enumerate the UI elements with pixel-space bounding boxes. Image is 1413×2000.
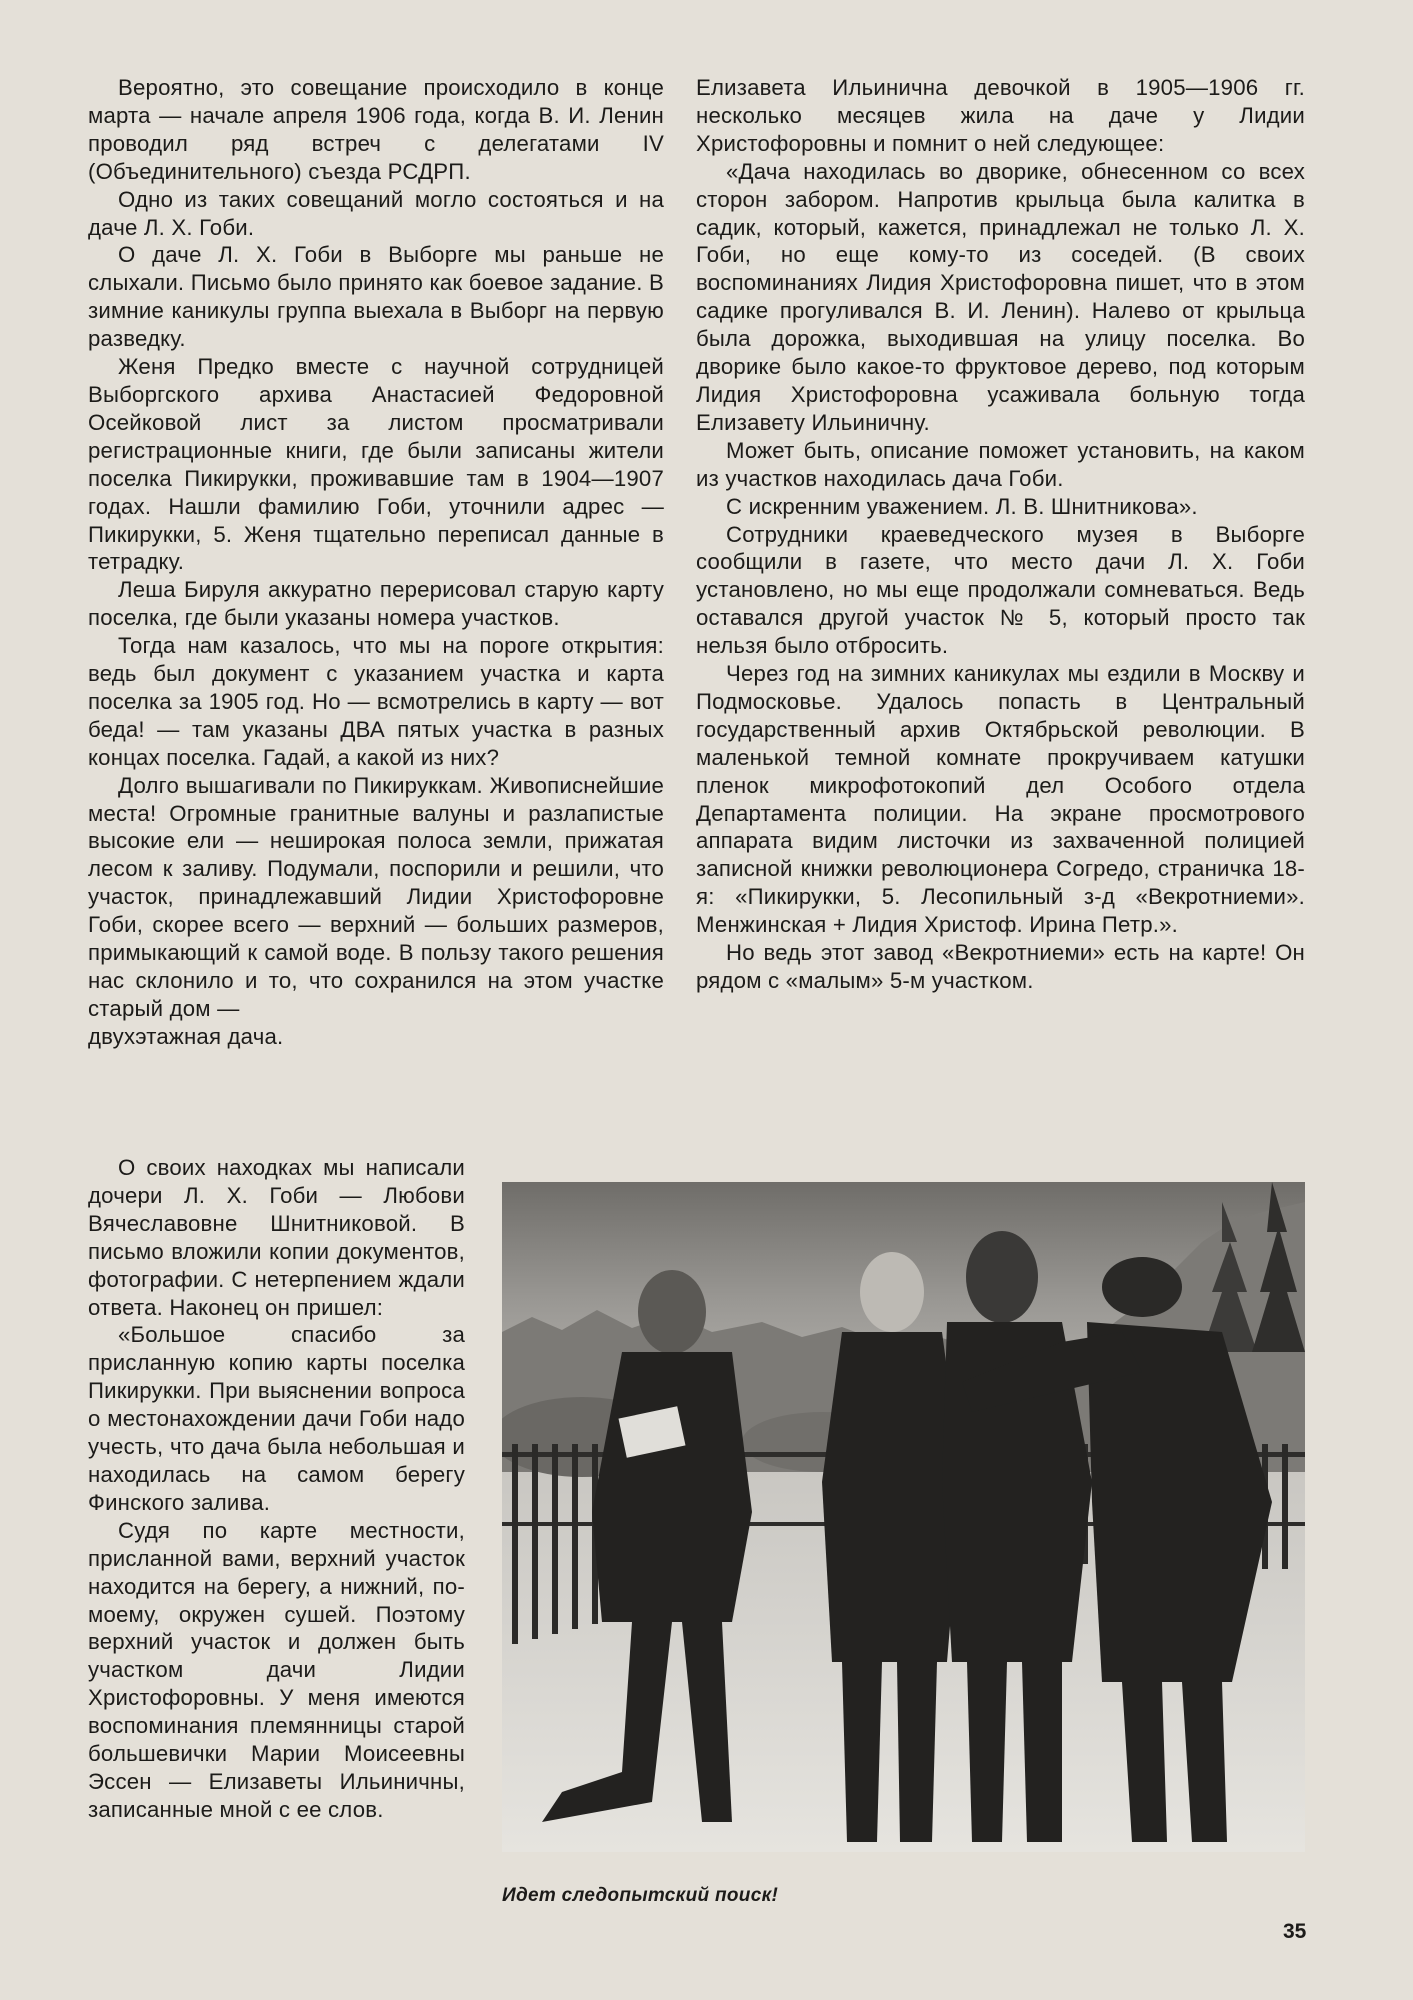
paragraph: Тогда нам казалось, что мы на пороге открытия: ведь был документ с указанием участка и карта поселка за 1905 год. Но — всмотрелись в карту — вот беда! — там указаны ДВА пятых участка в разных концах поселка. Гадай, а какой из них?: [88, 633, 664, 770]
paragraph: Судя по карте местности, присланной вами, верхний участок находится на берегу, а нижний, по-моему, окружен сушей. Поэтому верхний участок и должен быть участком дачи Лидии Христофоровны. У меня имеются воспоминания племянницы старой большевички Марии Моисеевны Эссен — Елизаветы Ильиничны, записанные мной с ее слов.: [88, 1517, 465, 1822]
paragraph: Одно из таких совещаний могло состояться и на даче Л. Х. Гоби.: [88, 186, 664, 240]
right-column: [696, 74, 1305, 995]
paragraph: Через год на зимних каникулах мы ездили в Москву и Подмосковье. Удалось попасть в Центральный государственный архив Октябрьской революции. В маленькой темной комнате прокручиваем катушки пленок микрофотокопий дел Особого отдела Департамента полиции. На экране просмотрового аппарата видим листочки из захваченной полицией записной книжки революционера Согредо, страничка 18-я: «Пикирукки, 5. Лесопильный з-д «Векротниеми». Менжинская + Лидия Христоф. Ирина Петр.».: [696, 661, 1305, 938]
paragraph: Долго вышагивали по Пикируккам. Живописнейшие места! Огромные гранитные валуны и разлапистые высокие ели — неширокая полоса земли, прижатая лесом к заливу. Подумали, поспорили и решили, что участок, принадлежавший Лидии Христофоровне Гоби, скорее всего — верхний — больших размеров, примыкающий к самой воде. В пользу такого решения нас склонило и то, что сохранился на этом участке старый дом —: [88, 772, 664, 1021]
left-narrow-column: [88, 1154, 465, 1824]
paragraph: Вероятно, это совещание происходило в конце марта — начале апреля 1906 года, когда В. И. Ленин проводил ряд встреч с делегатами IV (Объединительного) съезда РСДРП.: [88, 75, 664, 184]
article-photo: [502, 1182, 1305, 1852]
paragraph: Женя Предко вместе с научной сотрудницей Выборгского архива Анастасией Федоровной Осейковой лист за листом просматривали регистрационные книги, где были записаны жители поселка Пикирукки, проживавшие там в 1904—1907 годах. Нашли фамилию Гоби, уточнили адрес — Пикирукки, 5. Женя тщательно переписал данные в тетрадку.: [88, 354, 664, 575]
paragraph: Сотрудники краеведческого музея в Выборге сообщили в газете, что место дачи Л. Х. Гоби установлено, но мы еще продолжали сомневаться. Ведь оставался другой участок № 5, который просто так нельзя было отбросить.: [696, 521, 1305, 659]
paragraph: Но ведь этот завод «Векротниеми» есть на карте! Он рядом с «малым» 5-м участком.: [696, 940, 1305, 993]
paragraph: С искренним уважением. Л. В. Шнитникова».: [726, 493, 1198, 519]
paragraph-continuation: Елизавета Ильинична девочкой в 1905—1906 гг. несколько месяцев жила на даче у Лидии Христофоровны и помнит о ней следующее:: [696, 75, 1305, 156]
paragraph: О своих находках мы написали дочери Л. Х. Гоби — Любови Вячеславовне Шнитниковой. В письмо вложили копии документов, фотографии. С нетерпением ждали ответа. Наконец он пришел:: [88, 1155, 465, 1320]
page-number: 35: [1283, 1920, 1307, 1943]
paragraph-continuation: двухэтажная дача.: [88, 1023, 284, 1049]
paragraph: Может быть, описание поможет установить, на каком из участков находилась дача Гоби.: [696, 437, 1305, 491]
paragraph: «Большое спасибо за присланную копию карты поселка Пикирукки. При выяснении вопроса о местонахождении дачи Гоби надо учесть, что дача была небольшая и находилась на самом берегу Финского залива.: [88, 1322, 465, 1515]
paragraph: О даче Л. Х. Гоби в Выборге мы раньше не слыхали. Письмо было принято как боевое задание. В зимние каникулы группа выехала в Выборг на первую разведку.: [88, 242, 664, 352]
paragraph: Леша Бируля аккуратно перерисовал старую карту поселка, где были указаны номера участков.: [88, 577, 664, 631]
photo-caption: Идет следопытский поиск!: [502, 1885, 779, 1906]
photo-illustration: [502, 1182, 1305, 1852]
paragraph: «Дача находилась во дворике, обнесенном со всех сторон забором. Напротив крыльца была калитка в садик, который, кажется, принадлежал не только Л. Х. Гоби, но еще кому-то из соседей. (В своих воспоминаниях Лидия Христофоровна пишет, что в этом садике прогуливался В. И. Ленин). Налево от крыльца была дорожка, выходившая на улицу поселка. Во дворике было какое-то фруктовое дерево, под которым Лидия Христофоровна усаживала больную тогда Елизавету Ильиничну.: [696, 158, 1305, 435]
left-column: [88, 74, 664, 1051]
